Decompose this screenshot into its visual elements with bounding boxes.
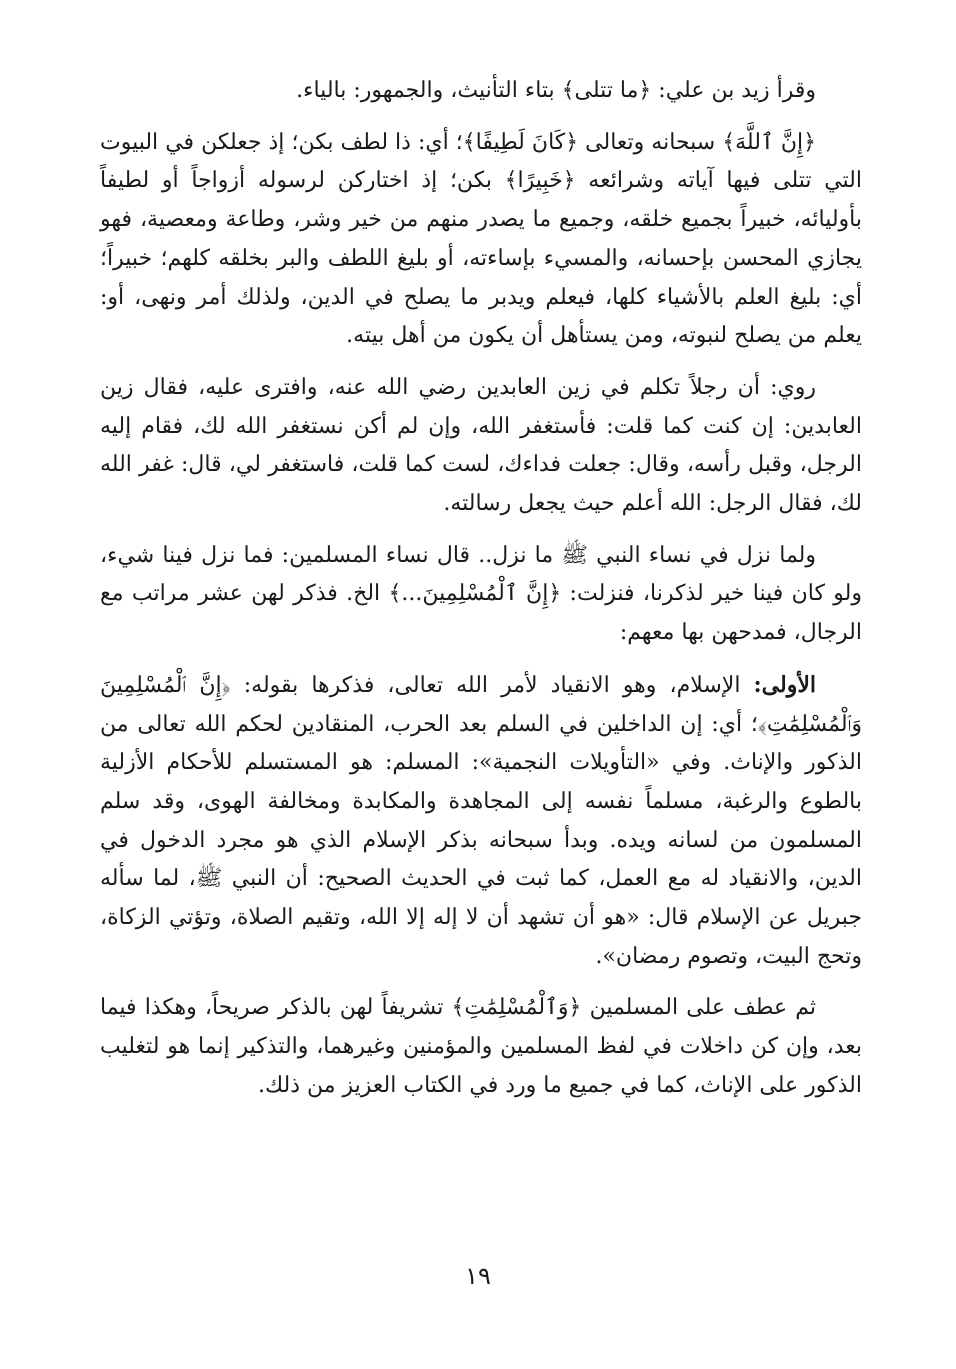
paragraph-4-text: ولما نزل في نساء النبي ﷺ ما نزل.. قال نساء المسلمين: فما نزل فينا شيء، ولو كان فينا خير لذكرنا، فنزلت: ﴿إِنَّ ٱلْمُسْلِمِينَ...﴾ الخ. فذكر لهن عشر مراتب مع الرجال، فمدحهن بها معهم:: [100, 542, 862, 646]
paragraph-6: [100, 989, 862, 1105]
paragraph-2-text: ﴿إِنَّ ٱللَّهَ﴾ سبحانه وتعالى ﴿كَانَ لَطِيفًا﴾؛ أي: ذا لطف بكن؛ إذ جعلكن في البيوت التي تتلى فيها آياته وشرائعه ﴿خَبِيرًا﴾ بكن؛ إذ اختاركن لرسوله أزواجاً أو لطيفاً بأوليائه، خبيراً بجميع خلقه، وجميع ما يصدر منهم من خير وشر، وطاعة ومعصية، فهو يجازي المحسن بإحسانه، والمسيء بإساءته، أو بليغ اللطف والبر بخلقه كلهم؛ خبيراً؛ أي: بليغ العلم بالأشياء كلها، فيعلم ويدبر ما يصلح في الدين، ولذلك أمر ونهى، أو: يعلم من يصلح لنبوته، ومن يستأهل أن يكون من أهل بيته.: [100, 129, 862, 349]
paragraph-5: [100, 666, 862, 977]
body-text: [100, 72, 862, 1106]
paragraph-6-text: ثم عطف على المسلمين ﴿وَٱلْمُسْلِمَٰتِ﴾ تشريفاً لهن بالذكر صريحاً، وهكذا فيما بعد، وإن كن داخلات في لفظ المسلمين والمؤمنين وغيرهما، والتذكير إنما هو لتغليب الذكور على الإناث، كما في جميع ما ورد في الكتاب العزيز من ذلك.: [100, 995, 862, 1098]
page-number: ١٩: [465, 1262, 491, 1290]
paragraph-3-text: روي: أن رجلاً تكلم في زين العابدين رضي الله عنه، وافترى عليه، فقال زين العابدين: إن كنت كما قلت: فأستغفر الله، وإن لم أكن نستغفر الله لك، فقام إليه الرجل، وقبل رأسه، وقال: جعلت فداءك، لست كما قلت، فاستغفر لي، قال: غفر الله لك، فقال الرجل: الله أعلم حيث يجعل رسالته.: [100, 374, 862, 517]
paragraph-5-lead: الأولى:: [753, 671, 816, 698]
paragraph-4: [100, 537, 862, 653]
paragraph-2: [100, 124, 862, 356]
paragraph-5-text: الإسلام، وهو الانقياد لأمر الله تعالى، فذكرها بقوله: ﴿إِنَّ ٱلْمُسْلِمِينَ وَٱلْمُسْلِمَٰتِ﴾؛ أي: إن الداخلين في السلم بعد الحرب، المنقادين لحكم الله تعالى من الذكور والإناث. وفي «التأويلات النجمية»: المسلم: هو المستسلم للأحكام الأزلية بالطوع والرغبة، مسلماً نفسه إلى المجاهدة والمكابدة ومخالفة الهوى، وقد سلم المسلمون من لسانه ويده. وبدأ سبحانه بذكر الإسلام الذي هو مجرد الدخول في الدين، والانقياد له مع العمل، كما ثبت في الحديث الصحيح: أن النبي ﷺ، لما سأله جبريل عن الإسلام قال: «هو أن تشهد أن لا إله إلا الله، وتقيم الصلاة، وتؤتي الزكاة، وتحج البيت، وتصوم رمضان».: [100, 672, 862, 969]
paragraph-1-text: وقرأ زيد بن علي: ﴿ما تتلى﴾ بتاء التأنيث، والجمهور: بالياء.: [296, 78, 816, 103]
paragraph-3: [100, 369, 862, 524]
paragraph-1: [100, 72, 862, 111]
